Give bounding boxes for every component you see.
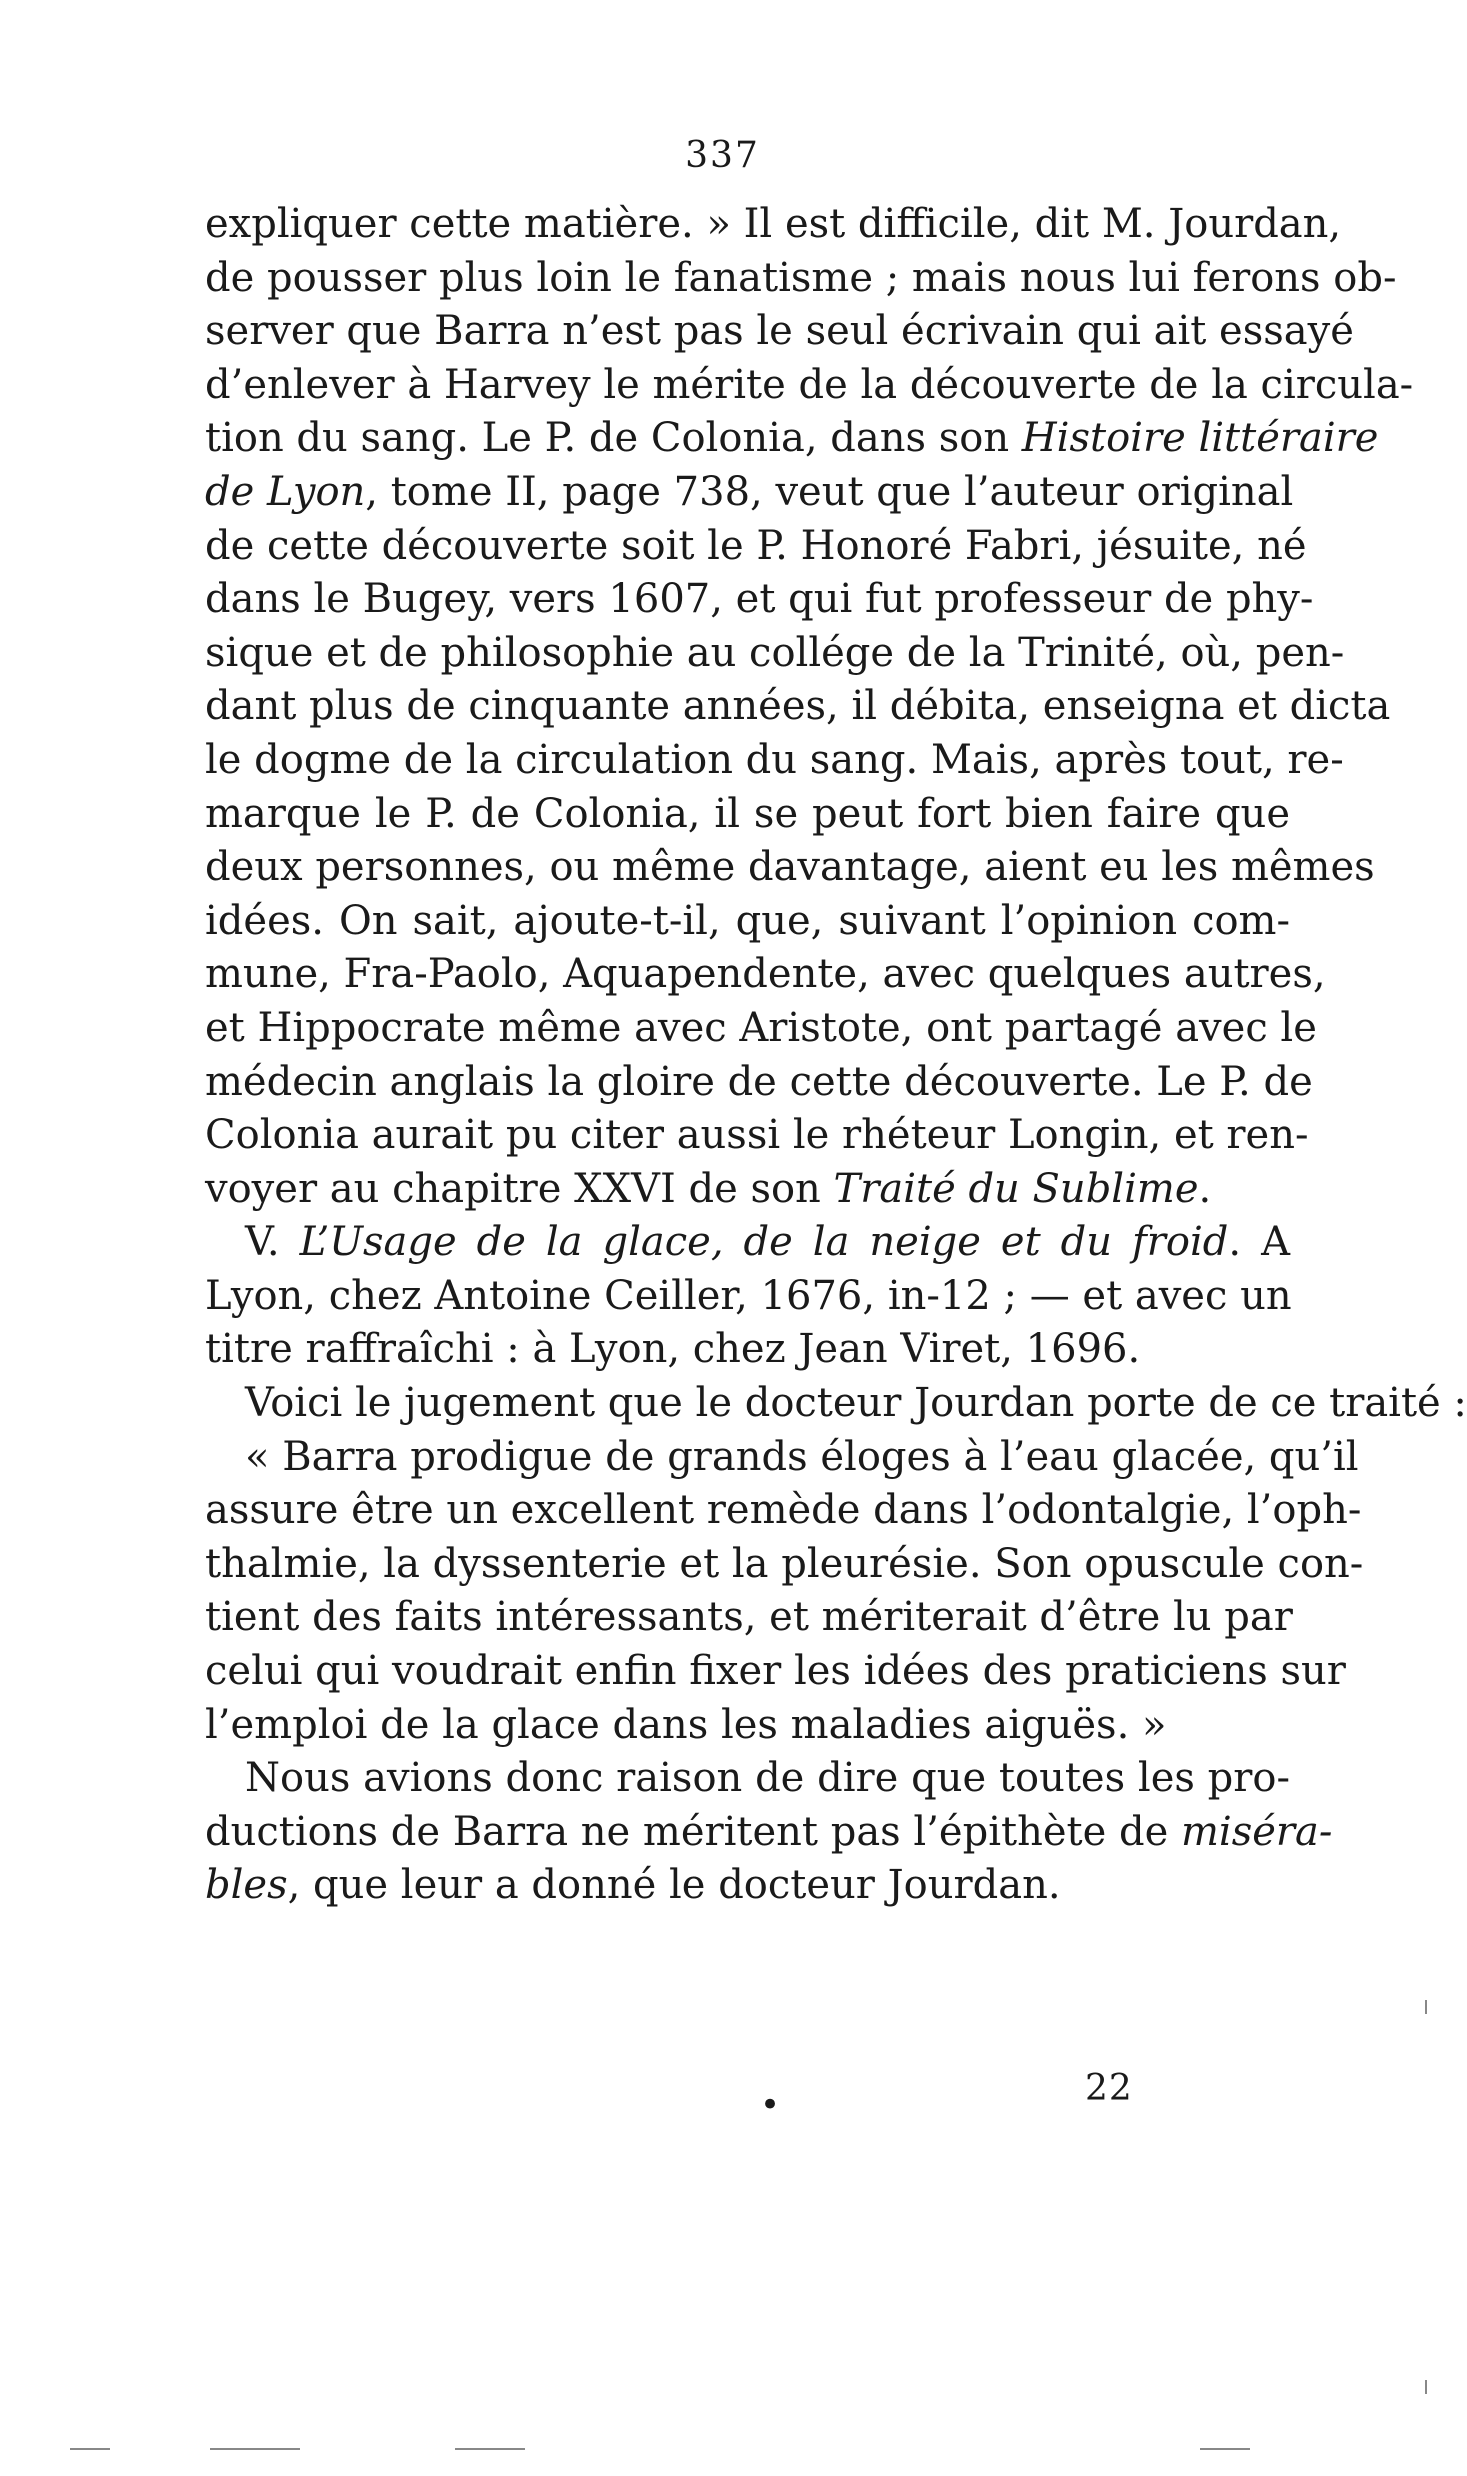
text-segment: dans le Bugey, vers 1607, et qui fut professeur de phy- (205, 576, 1314, 623)
text-segment: . A (1228, 1219, 1290, 1266)
text-line (205, 1431, 1359, 1485)
text-line (205, 788, 1290, 842)
italic-segment: de Lyon (205, 468, 366, 515)
text-segment: de cette découverte soit le P. Honoré Fabri, jésuite, né (205, 522, 1307, 569)
text-segment: thalmie, la dyssenterie et la pleurésie. Son opuscule con- (205, 1540, 1364, 1587)
text-line (205, 895, 1290, 949)
text-segment: marque le P. de Colonia, il se peut fort bien faire que (205, 790, 1290, 837)
italic-segment: Histoire littéraire (1021, 415, 1379, 462)
text-segment: le dogme de la circulation du sang. Mais, après tout, re- (205, 736, 1344, 783)
italic-segment: L’Usage de la glace, de la neige et du froid (299, 1219, 1229, 1266)
page-number: 337 (685, 135, 760, 176)
text-line (205, 1270, 1290, 1324)
body-text (205, 198, 1467, 1913)
text-line (205, 305, 1354, 359)
text-line (205, 412, 1379, 466)
text-segment: titre raffraîchi : à Lyon, chez Jean Viret, 1696. (205, 1326, 1141, 1373)
text-line (205, 573, 1314, 627)
text-line (205, 1323, 1290, 1377)
text-line (205, 680, 1391, 734)
scan-edge-mark (455, 2448, 525, 2450)
scan-edge-mark (1425, 2000, 1427, 2014)
text-segment: Nous avions donc raison de dire que toutes les pro- (245, 1755, 1290, 1802)
text-segment: assure être un excellent remède dans l’odontalgie, l’oph- (205, 1487, 1362, 1534)
text-line (205, 627, 1345, 681)
text-line (205, 1056, 1313, 1110)
text-segment: expliquer cette matière. » Il est difficile, dit M. Jourdan, (205, 201, 1342, 247)
text-segment: . (1198, 1165, 1212, 1212)
text-line (205, 1377, 1467, 1431)
text-segment: de pousser plus loin le fanatisme ; mais nous lui ferons ob- (205, 254, 1397, 301)
text-segment: , que leur a donné le docteur Jourdan. (287, 1862, 1061, 1909)
signature-mark: • (760, 2085, 781, 2125)
text-segment: dant plus de cinquante années, il débita, enseigna et dicta (205, 683, 1391, 730)
text-line (205, 198, 1342, 252)
text-segment: tion du sang. Le P. de Colonia, dans son (205, 415, 1022, 462)
text-segment: et Hippocrate même avec Aristote, ont partagé avec le (205, 1004, 1317, 1051)
text-line (205, 359, 1414, 413)
scan-edge-mark (1200, 2448, 1250, 2450)
text-segment: Voici le jugement que le docteur Jourdan porte de ce traité : (245, 1380, 1467, 1427)
text-line (205, 1216, 1290, 1270)
text-segment: mune, Fra-Paolo, Aquapendente, avec quelques autres, (205, 951, 1326, 998)
text-line (205, 466, 1294, 520)
text-segment: médecin anglais la gloire de cette découverte. Le P. de (205, 1058, 1313, 1105)
text-line (205, 1859, 1290, 1913)
text-segment: ductions de Barra ne méritent pas l’épithète de (205, 1808, 1181, 1855)
text-line (205, 520, 1307, 574)
text-line (205, 734, 1344, 788)
text-segment: tient des faits intéressants, et mériterait d’être lu par (205, 1594, 1293, 1641)
text-segment: voyer au chapitre XXVI de son (205, 1165, 834, 1212)
italic-segment: bles (205, 1862, 288, 1909)
text-line (205, 1538, 1364, 1592)
text-line (205, 948, 1326, 1002)
text-segment: « Barra prodigue de grands éloges à l’eau glacée, qu’il (245, 1433, 1359, 1480)
scan-edge-mark (70, 2448, 110, 2450)
text-line (205, 841, 1375, 895)
italic-segment: miséra- (1180, 1808, 1333, 1855)
text-segment: deux personnes, ou même davantage, aient eu les mêmes (205, 844, 1375, 891)
text-segment: , tome II, page 738, veut que l’auteur original (365, 468, 1294, 515)
text-segment: Colonia aurait pu citer aussi le rhéteur Longin, et ren- (205, 1112, 1309, 1159)
scan-edge-mark (1425, 2380, 1427, 2394)
italic-segment: Traité du Sublime (833, 1165, 1199, 1212)
text-line (205, 252, 1397, 306)
text-line (205, 1484, 1362, 1538)
text-segment: celui qui voudrait enfin fixer les idées des praticiens sur (205, 1648, 1346, 1695)
text-segment: idées. On sait, ajoute-t-il, que, suivant l’opinion com- (205, 897, 1290, 944)
text-segment: d’enlever à Harvey le mérite de la découverte de la circula- (205, 361, 1414, 408)
signature-number: 22 (1085, 2068, 1133, 2109)
text-line (205, 1806, 1333, 1860)
text-line (205, 1645, 1346, 1699)
text-segment: V. (245, 1219, 300, 1266)
text-line (205, 1002, 1317, 1056)
text-segment: sique et de philosophie au collége de la Trinité, où, pen- (205, 629, 1345, 676)
text-segment: l’emploi de la glace dans les maladies aiguës. » (205, 1701, 1167, 1748)
text-segment: server que Barra n’est pas le seul écrivain qui ait essayé (205, 308, 1354, 355)
text-line (205, 1591, 1293, 1645)
text-line (205, 1163, 1290, 1217)
text-line (205, 1699, 1290, 1753)
text-line (205, 1752, 1290, 1806)
scan-edge-mark (210, 2448, 300, 2450)
text-segment: Lyon, chez Antoine Ceiller, 1676, in-12 ; — et avec un (205, 1272, 1292, 1319)
text-line (205, 1109, 1309, 1163)
